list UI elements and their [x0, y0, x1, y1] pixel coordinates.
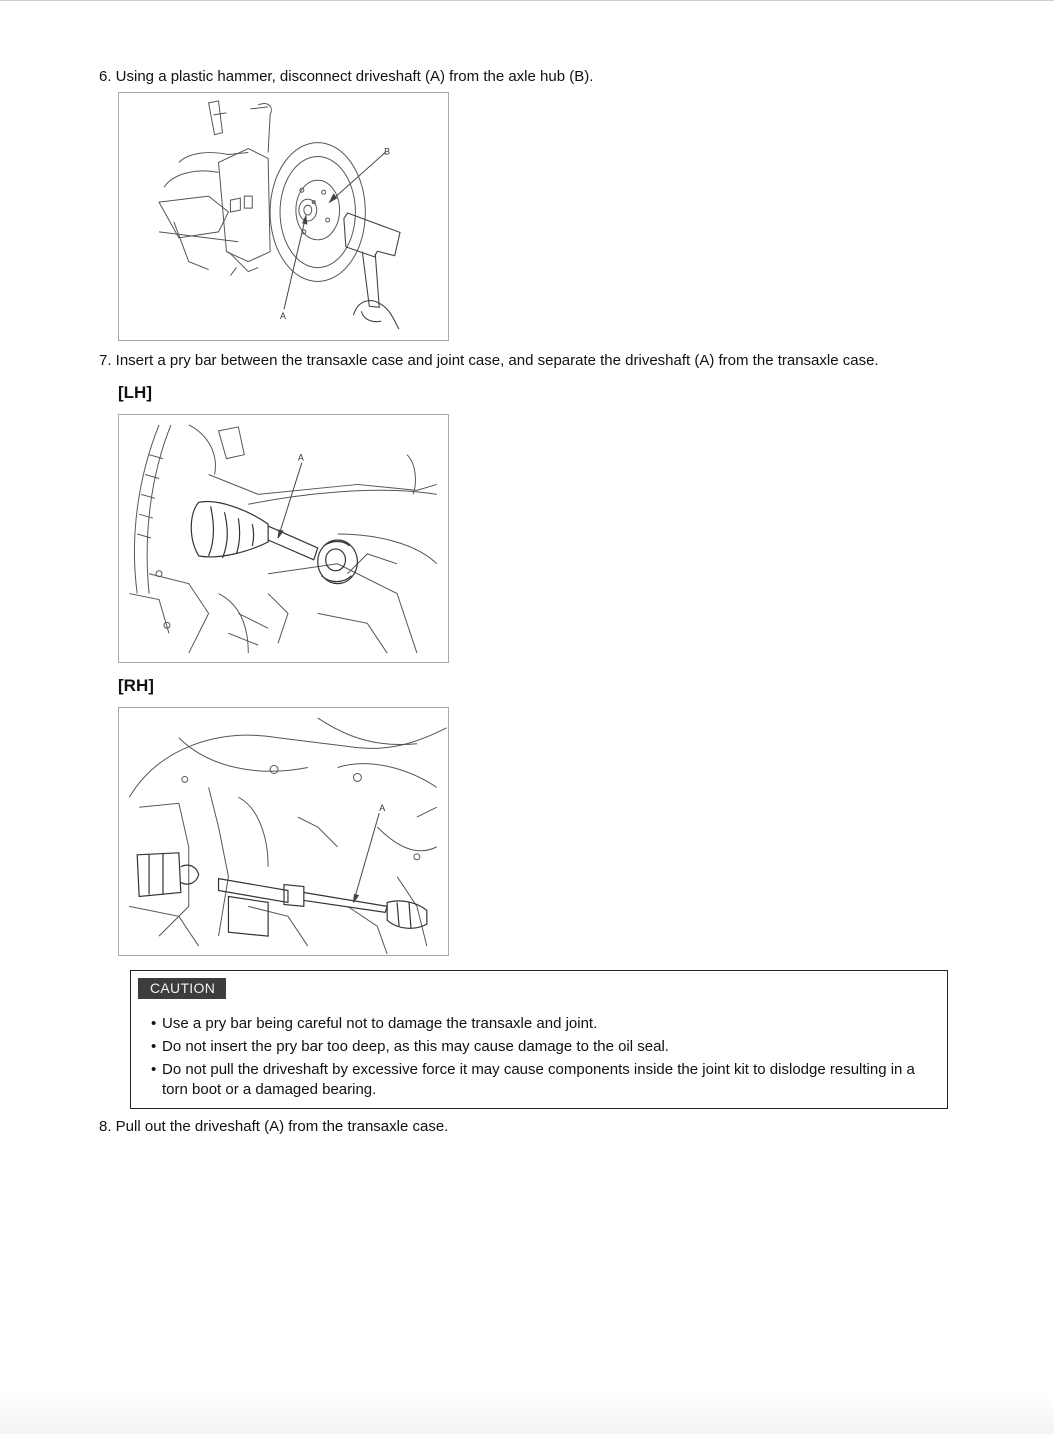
- lh-driveshaft-illustration: [119, 415, 448, 662]
- rh-driveshaft-illustration: [119, 708, 448, 955]
- caution-list: [151, 1014, 941, 1103]
- callout-label-b: B: [384, 146, 391, 157]
- page-bottom-fade: [0, 1394, 1054, 1434]
- step-8-text: 8. Pull out the driveshaft (A) from the transaxle case.: [99, 1118, 449, 1135]
- heading-lh: [LH]: [118, 383, 152, 402]
- step-6-text: 6. Using a plastic hammer, disconnect driveshaft (A) from the axle hub (B).: [99, 68, 594, 85]
- axle-hub-illustration: [119, 93, 448, 340]
- caution-item: • Do not insert the pry bar too deep, as this may cause damage to the oil seal.: [151, 1038, 669, 1055]
- bullet-icon: •: [151, 1038, 157, 1055]
- figure-rh: [118, 707, 449, 956]
- bullet-icon: •: [151, 1015, 157, 1032]
- figure-axle-hub: [118, 92, 449, 341]
- bullet-icon: •: [151, 1061, 157, 1078]
- callout-label-a: A: [379, 803, 386, 814]
- callout-label-a: A: [297, 452, 304, 463]
- callout-label-a: A: [280, 311, 286, 322]
- heading-rh: [RH]: [118, 676, 154, 695]
- top-rule: [0, 0, 1054, 1]
- caution-item: • Do not pull the driveshaft by excessive force it may cause components inside the joint kit to dislodge resulting in a torn boot or a damaged bearing.: [151, 1061, 915, 1098]
- figure-lh: [118, 414, 449, 663]
- step-7-text: 7. Insert a pry bar between the transaxle case and joint case, and separate the driveshaft (A) from the transaxle case.: [99, 352, 879, 369]
- caution-item: • Use a pry bar being careful not to damage the transaxle and joint.: [151, 1015, 598, 1032]
- caution-box: [130, 970, 948, 1109]
- caution-badge: CAUTION: [138, 978, 226, 999]
